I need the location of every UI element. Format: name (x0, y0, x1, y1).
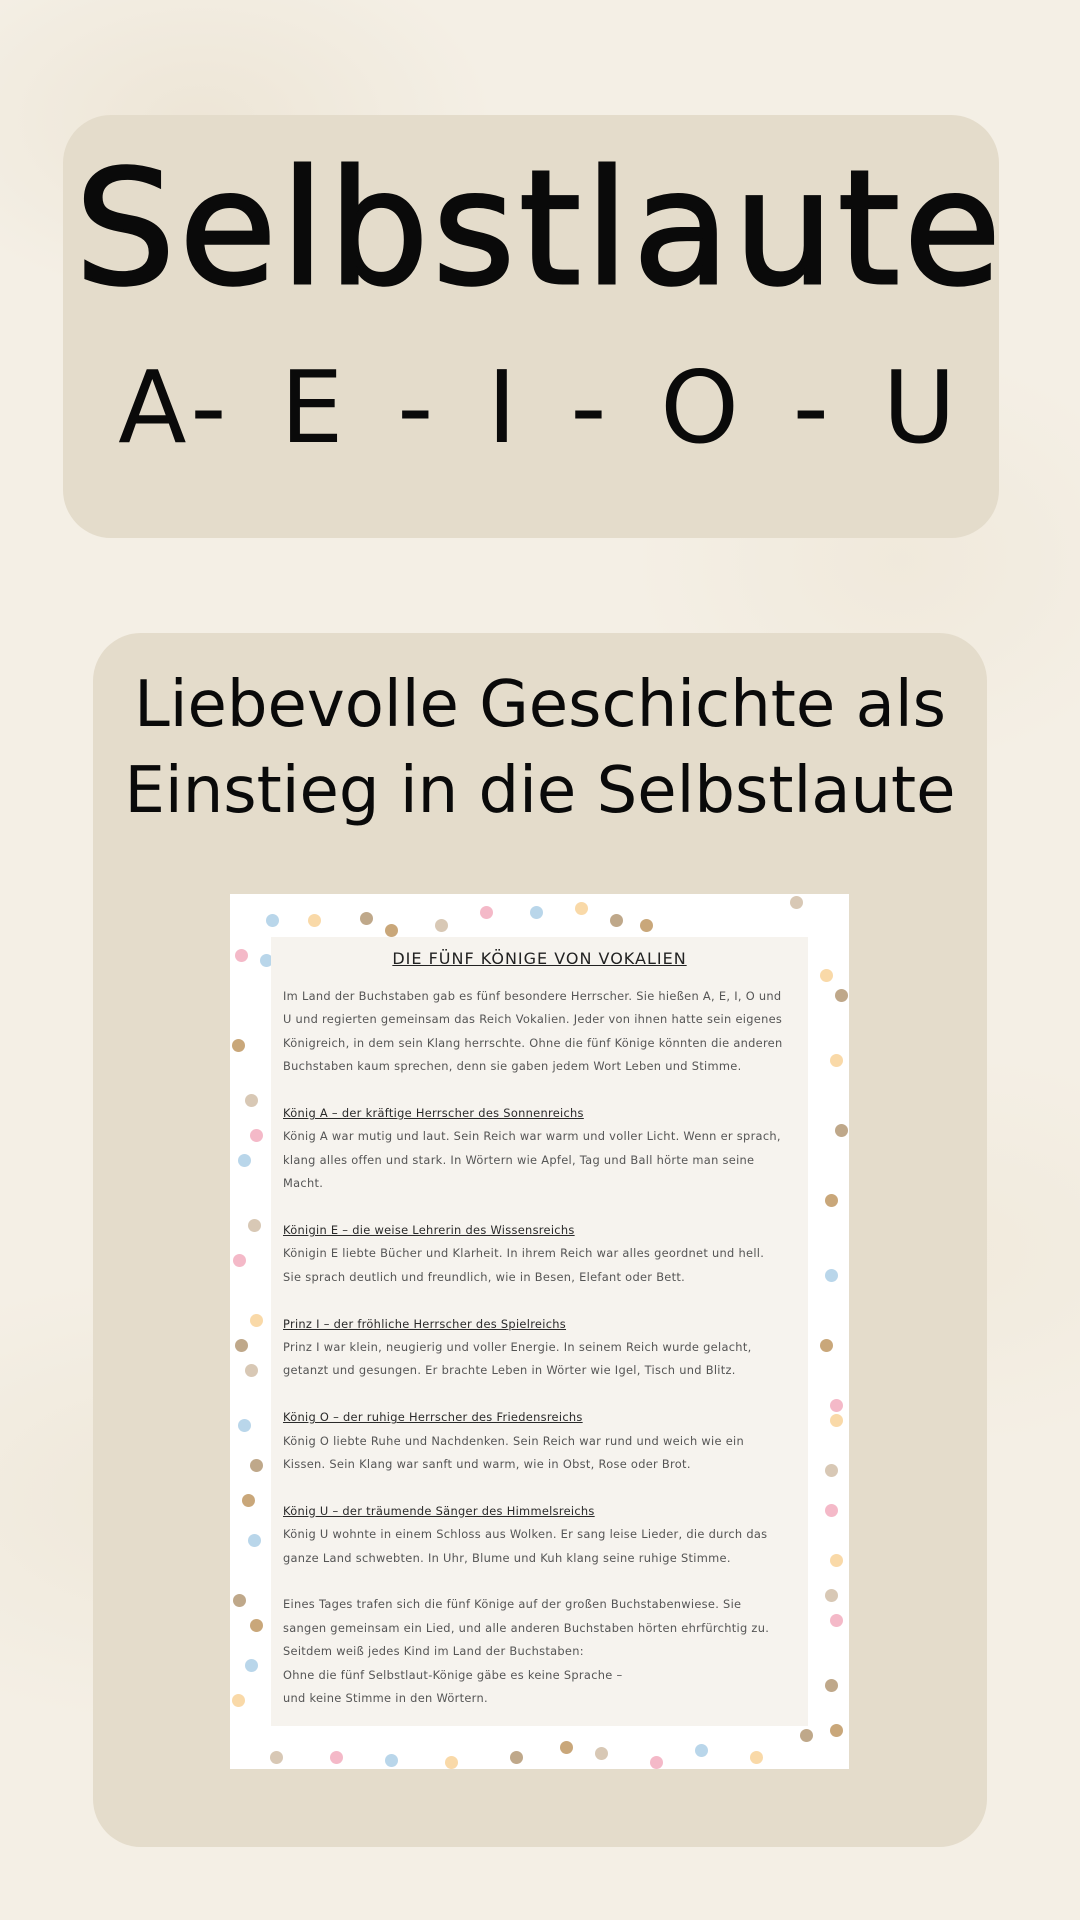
worksheet-preview (230, 894, 849, 1769)
subtitle (93, 662, 987, 834)
confetti-dot (610, 914, 623, 927)
section-o-line: Kissen. Sein Klang war sanft und warm, wie in Obst, Rose oder Brot. (283, 1457, 691, 1472)
confetti-dot (830, 1554, 843, 1567)
confetti-dot (242, 1494, 255, 1507)
confetti-dot (360, 912, 373, 925)
section-o-line: König O liebte Ruhe und Nachdenken. Sein Reich war rund und weich wie ein (283, 1433, 744, 1448)
confetti-dot (238, 1154, 251, 1167)
document-body (283, 985, 803, 1711)
confetti-dot (825, 1194, 838, 1207)
confetti-dot (385, 924, 398, 937)
confetti-dot (530, 906, 543, 919)
confetti-dot (445, 1756, 458, 1769)
section-heading-o: König O – der ruhige Herrscher des Friedensreichs (283, 1410, 583, 1425)
section-i-line: getanzt und gesungen. Er brachte Leben in Wörter wie Igel, Tisch und Blitz. (283, 1363, 736, 1378)
confetti-dot (233, 1594, 246, 1607)
vowels-line: A- E - I - O - U (118, 349, 962, 466)
confetti-dot (480, 906, 493, 919)
section-a-line: klang alles offen und stark. In Wörtern wie Apfel, Tag und Ball hörte man seine (283, 1152, 755, 1167)
confetti-dot (245, 1364, 258, 1377)
document-title: DIE FÜNF KÖNIGE VON VOKALIEN (392, 949, 687, 968)
outro-line: Seitdem weiß jedes Kind im Land der Buchstaben: (283, 1644, 584, 1659)
story-paper (271, 937, 808, 1726)
confetti-dot (750, 1751, 763, 1764)
section-a-line: Macht. (283, 1176, 324, 1191)
intro-line: U und regierten gemeinsam das Reich Vokalien. Jeder von ihnen hatte sein eigenes (283, 1012, 783, 1027)
intro-line: Im Land der Buchstaben gab es fünf besondere Herrscher. Sie hießen A, E, I, O und (283, 989, 782, 1003)
confetti-dot (825, 1589, 838, 1602)
confetti-dot (830, 1614, 843, 1627)
confetti-dot (650, 1756, 663, 1769)
confetti-dot (232, 1694, 245, 1707)
confetti-dot (270, 1751, 283, 1764)
confetti-dot (825, 1679, 838, 1692)
confetti-dot (595, 1747, 608, 1760)
confetti-dot (835, 1124, 848, 1137)
confetti-dot (250, 1129, 263, 1142)
confetti-dot (330, 1751, 343, 1764)
confetti-dot (575, 902, 588, 915)
confetti-dot (825, 1269, 838, 1282)
confetti-dot (825, 1464, 838, 1477)
confetti-dot (385, 1754, 398, 1767)
intro-line: Buchstaben kaum sprechen, denn sie gaben jedem Wort Leben und Stimme. (283, 1059, 742, 1074)
confetti-dot (245, 1094, 258, 1107)
confetti-dot (560, 1741, 573, 1754)
confetti-dot (510, 1751, 523, 1764)
section-e-line: Sie sprach deutlich und freundlich, wie in Besen, Elefant oder Bett. (283, 1269, 686, 1284)
confetti-dot (830, 1399, 843, 1412)
section-heading-i: Prinz I – der fröhliche Herrscher des Spielreichs (283, 1316, 567, 1331)
subtitle-line-2: Einstieg in die Selbstlaute (124, 754, 956, 828)
confetti-dot (820, 969, 833, 982)
confetti-dot (235, 1339, 248, 1352)
section-heading-u: König U – der träumende Sänger des Himmelsreichs (283, 1503, 595, 1518)
outro-line: und keine Stimme in den Wörtern. (283, 1691, 488, 1706)
confetti-dot (830, 1054, 843, 1067)
section-u-line: König U wohnte in einem Schloss aus Wolken. Er sang leise Lieder, die durch das (283, 1527, 768, 1542)
page-title: Selbstlaute (75, 137, 1005, 321)
confetti-dot (248, 1534, 261, 1547)
confetti-dot (830, 1414, 843, 1427)
confetti-dot (835, 989, 848, 1002)
confetti-dot (250, 1619, 263, 1632)
confetti-dot (790, 896, 803, 909)
confetti-dot (245, 1659, 258, 1672)
subtitle-line-1: Liebevolle Geschichte als (134, 668, 946, 742)
confetti-dot (266, 914, 279, 927)
confetti-dot (238, 1419, 251, 1432)
confetti-dot (435, 919, 448, 932)
confetti-dot (800, 1729, 813, 1742)
confetti-dot (640, 919, 653, 932)
confetti-dot (233, 1254, 246, 1267)
section-heading-e: Königin E – die weise Lehrerin des Wissensreichs (283, 1223, 575, 1238)
outro-line: Ohne die fünf Selbstlaut-Könige gäbe es keine Sprache – (283, 1667, 623, 1682)
section-i-line: Prinz I war klein, neugierig und voller Energie. In seinem Reich wurde gelacht, (283, 1340, 752, 1355)
confetti-dot (825, 1504, 838, 1517)
confetti-dot (232, 1039, 245, 1052)
confetti-dot (830, 1724, 843, 1737)
confetti-dot (695, 1744, 708, 1757)
intro-line: Königreich, in dem sein Klang herrschte. Ohne die fünf Könige könnten die anderen (283, 1035, 783, 1050)
confetti-dot (250, 1314, 263, 1327)
section-heading-a: König A – der kräftige Herrscher des Sonnenreichs (283, 1106, 584, 1121)
confetti-dot (250, 1459, 263, 1472)
confetti-dot (235, 949, 248, 962)
section-e-line: Königin E liebte Bücher und Klarheit. In ihrem Reich war alles geordnet und hell. (283, 1246, 765, 1261)
confetti-dot (248, 1219, 261, 1232)
outro-line: Eines Tages trafen sich die fünf Könige auf der großen Buchstabenwiese. Sie (283, 1597, 742, 1612)
section-u-line: ganze Land schwebten. In Uhr, Blume und Kuh klang seine ruhige Stimme. (283, 1550, 731, 1565)
confetti-dot (308, 914, 321, 927)
confetti-dot (820, 1339, 833, 1352)
section-a-line: König A war mutig und laut. Sein Reich war warm und voller Licht. Wenn er sprach, (283, 1129, 781, 1144)
outro-line: sangen gemeinsam ein Lied, und alle anderen Buchstaben hörten ehrfürchtig zu. (283, 1620, 770, 1635)
